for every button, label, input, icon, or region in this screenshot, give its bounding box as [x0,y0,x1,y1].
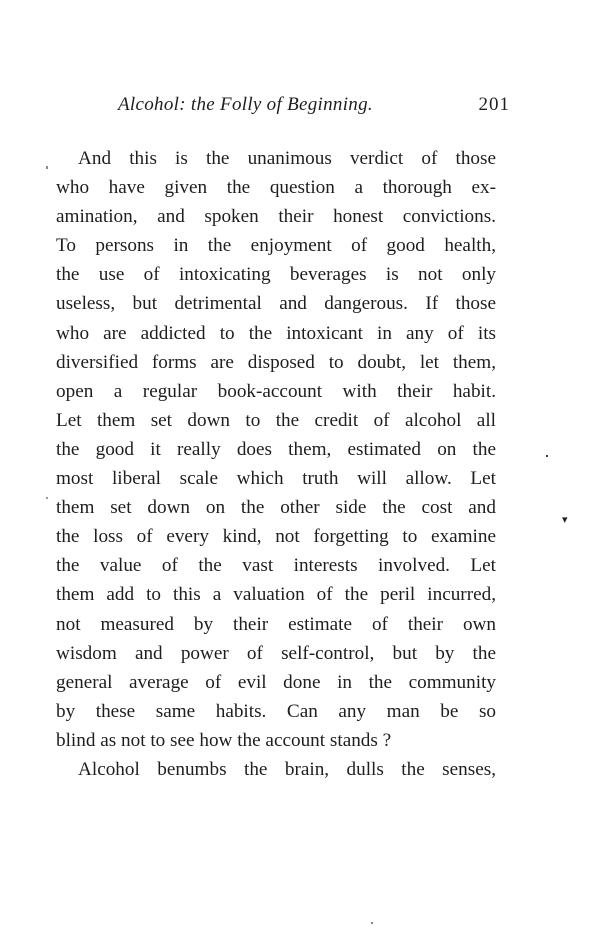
text-line: the good it really does them, estimated on the [56,438,496,460]
text-line: most liberal scale which truth will allow. Let [56,468,496,490]
margin-speck [46,497,48,499]
text-line: diversified forms are disposed to doubt, let them, [56,351,496,373]
running-head [118,94,510,120]
text-line: them set down on the other side the cost and [56,497,496,519]
text-line: useless, but detrimental and dangerous. If those [56,293,496,315]
text-line: open a regular book-account with their habit. [56,380,496,402]
text-line: by these same habits. Can any man be so [56,700,496,722]
page-number: 201 [478,94,510,115]
text-line: Alcohol benumbs the brain, dulls the senses, [78,758,496,780]
margin-speck [46,166,48,169]
body-text [56,144,496,784]
text-line: the loss of every kind, not forgetting to examine [56,526,496,548]
text-line: them add to this a valuation of the peril incurred, [56,584,496,606]
text-line: general average of evil done in the community [56,671,496,693]
margin-speck [371,922,373,924]
text-line: To persons in the enjoyment of good health, [56,235,496,257]
text-line: wisdom and power of self-control, but by the [56,642,496,664]
margin-arrow-icon: ▾ [562,514,568,526]
text-line: Let them set down to the credit of alcohol all [56,409,496,431]
margin-speck [546,455,548,457]
text-line: the use of intoxicating beverages is not only [56,264,496,286]
text-line: the value of the vast interests involved. Let [56,555,496,577]
text-line: who are addicted to the intoxicant in any of its [56,322,496,344]
text-line: blind as not to see how the account stands ? [56,729,392,751]
text-line: who have given the question a thorough ex- [56,177,496,199]
running-title: Alcohol: the Folly of Beginning. [118,94,373,115]
text-line: amination, and spoken their honest convictions. [56,206,496,228]
text-line: And this is the unanimous verdict of those [78,148,496,169]
text-line: not measured by their estimate of their own [56,613,496,635]
